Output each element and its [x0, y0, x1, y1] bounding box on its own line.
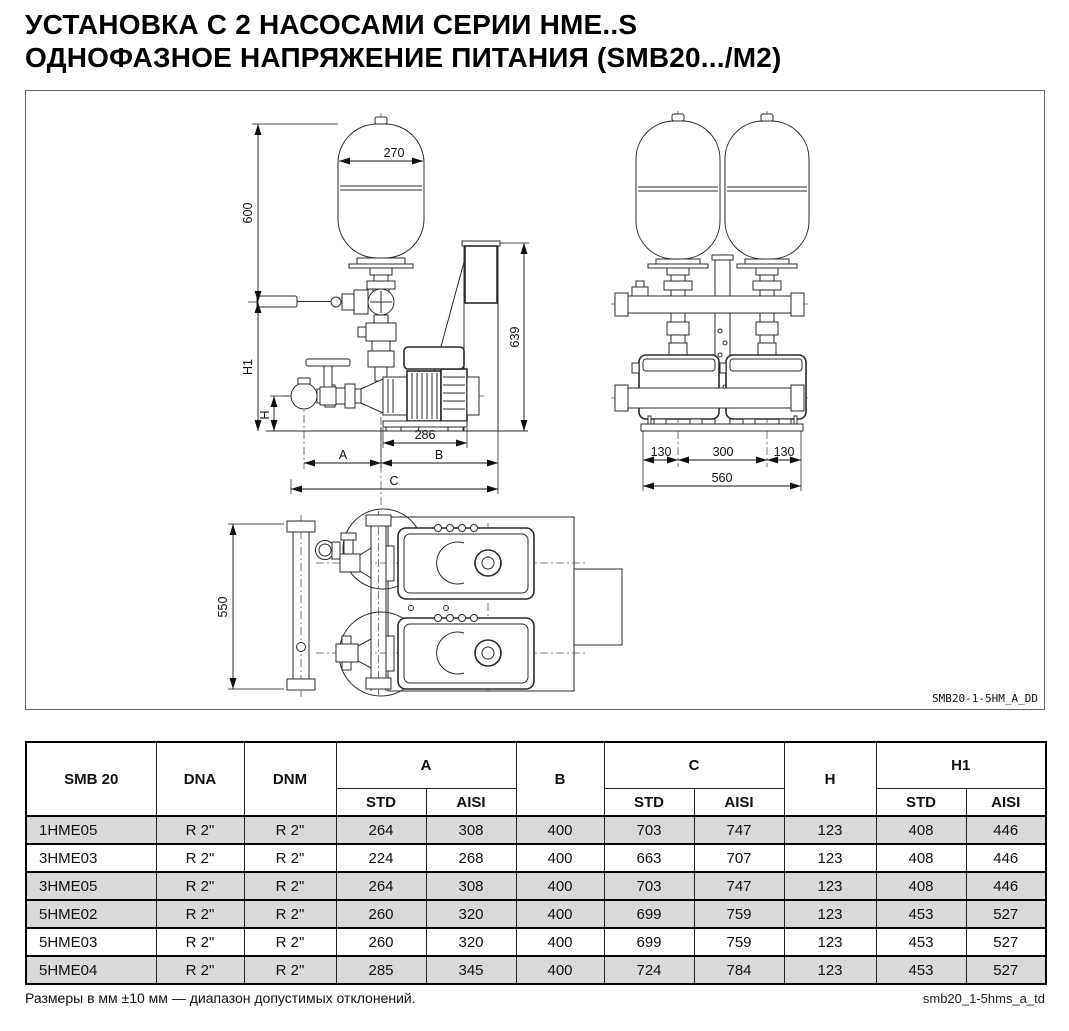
cell-c-aisi: 784 [694, 956, 784, 984]
cell-dna: R 2" [156, 900, 244, 928]
cell-dna: R 2" [156, 816, 244, 844]
table-row [26, 956, 1046, 984]
dim-label-639: 639 [508, 326, 522, 348]
cell-dnm: R 2" [244, 928, 336, 956]
cell-b: 400 [516, 956, 604, 984]
cell-dnm: R 2" [244, 872, 336, 900]
col-header-h: H [784, 742, 876, 816]
cell-h: 123 [784, 844, 876, 872]
subcol-a-std: STD [336, 789, 426, 817]
valve-lever [257, 296, 297, 307]
cell-h1-std: 408 [876, 816, 966, 844]
cell-a-std: 264 [336, 816, 426, 844]
cell-h1-aisi: 446 [966, 872, 1046, 900]
cell-model: 5HME02 [26, 900, 156, 928]
cell-h1-std: 408 [876, 844, 966, 872]
cell-dna: R 2" [156, 844, 244, 872]
cell-a-std: 224 [336, 844, 426, 872]
cell-a-aisi: 320 [426, 928, 516, 956]
dim-label-560: 560 [711, 471, 733, 485]
page-title [25, 8, 782, 74]
cell-h: 123 [784, 900, 876, 928]
pump-set-drawing [26, 91, 1044, 709]
cell-h: 123 [784, 816, 876, 844]
subcol-c-std: STD [604, 789, 694, 817]
cell-c-std: 699 [604, 900, 694, 928]
col-header-dnm: DNM [244, 742, 336, 816]
cell-c-aisi: 747 [694, 816, 784, 844]
col-header-dna: DNA [156, 742, 244, 816]
pump-top-1 [398, 525, 534, 600]
dim-label-h1: H1 [241, 359, 255, 375]
dim-label-130-right: 130 [773, 445, 795, 459]
cell-a-std: 260 [336, 928, 426, 956]
cell-h1-aisi: 527 [966, 900, 1046, 928]
table-row [26, 928, 1046, 956]
control-panel [465, 246, 497, 303]
cell-model: 3HME05 [26, 872, 156, 900]
tank-left [636, 121, 720, 259]
table-row [26, 844, 1046, 872]
table-row [26, 872, 1046, 900]
cell-h1-aisi: 446 [966, 816, 1046, 844]
cell-model: 1HME05 [26, 816, 156, 844]
side-view [241, 113, 529, 506]
cell-a-aisi: 308 [426, 816, 516, 844]
col-header-c: C [604, 742, 784, 789]
col-header-h1: H1 [876, 742, 1046, 789]
cell-h1-aisi: 446 [966, 844, 1046, 872]
cell-c-std: 703 [604, 816, 694, 844]
cell-c-std: 699 [604, 928, 694, 956]
dim-label-300: 300 [712, 445, 734, 459]
front-view [611, 111, 809, 491]
cell-h1-std: 453 [876, 928, 966, 956]
cell-h: 123 [784, 872, 876, 900]
cell-c-aisi: 759 [694, 900, 784, 928]
cell-h1-aisi: 527 [966, 956, 1046, 984]
cell-c-std: 724 [604, 956, 694, 984]
cell-b: 400 [516, 844, 604, 872]
pump-left-front [639, 355, 719, 419]
technical-drawing [25, 90, 1045, 710]
subcol-a-aisi: AISI [426, 789, 516, 817]
panel-top [574, 569, 622, 645]
cell-h1-std: 453 [876, 900, 966, 928]
col-header-b: B [516, 742, 604, 816]
subcol-h1-aisi: AISI [966, 789, 1046, 817]
suction-port [291, 383, 317, 409]
table-row [26, 816, 1046, 844]
cell-h: 123 [784, 956, 876, 984]
drawing-code: SMB20-1-5HM_A_DD [932, 692, 1038, 705]
upper-manifold [628, 296, 791, 313]
cell-h1-aisi: 527 [966, 928, 1046, 956]
subcol-h1-std: STD [876, 789, 966, 817]
dim-label-b: B [434, 448, 444, 462]
cell-c-std: 663 [604, 844, 694, 872]
cell-b: 400 [516, 900, 604, 928]
dim-label-h: H [258, 410, 272, 420]
cell-dnm: R 2" [244, 816, 336, 844]
cell-b: 400 [516, 872, 604, 900]
subcol-c-aisi: AISI [694, 789, 784, 817]
col-header-a: A [336, 742, 516, 789]
base-plate [641, 424, 803, 431]
cell-a-aisi: 268 [426, 844, 516, 872]
cell-a-std: 260 [336, 900, 426, 928]
cell-dnm: R 2" [244, 900, 336, 928]
top-view [216, 509, 622, 697]
cell-h1-std: 453 [876, 956, 966, 984]
cell-a-aisi: 320 [426, 900, 516, 928]
document-code: smb20_1-5hms_a_td [922, 991, 1045, 1006]
cell-dna: R 2" [156, 872, 244, 900]
cell-b: 400 [516, 928, 604, 956]
dimensions-table [25, 741, 1047, 985]
dim-label-130-left: 130 [650, 445, 672, 459]
dim-label-270: 270 [383, 146, 405, 160]
cell-a-aisi: 345 [426, 956, 516, 984]
cell-h1-std: 408 [876, 872, 966, 900]
cell-h: 123 [784, 928, 876, 956]
cell-c-aisi: 707 [694, 844, 784, 872]
page-title-line2: ОДНОФАЗНОЕ НАПРЯЖЕНИЕ ПИТАНИЯ (SMB20.../M2) [25, 42, 782, 73]
cell-dnm: R 2" [244, 844, 336, 872]
tolerance-note: Размеры в мм ±10 мм — диапазон допустимых отклонений. [25, 990, 416, 1006]
dim-label-a: A [338, 448, 348, 462]
dim-label-c: C [389, 474, 399, 488]
table-row [26, 900, 1046, 928]
cell-dnm: R 2" [244, 956, 336, 984]
cell-model: 5HME04 [26, 956, 156, 984]
cell-model: 3HME03 [26, 844, 156, 872]
motor-cover [404, 347, 464, 369]
cell-dna: R 2" [156, 928, 244, 956]
cell-c-std: 703 [604, 872, 694, 900]
cell-a-aisi: 308 [426, 872, 516, 900]
page-title-line1: УСТАНОВКА С 2 НАСОСАМИ СЕРИИ HME..S [25, 9, 638, 40]
lower-manifold [628, 388, 791, 408]
cell-c-aisi: 759 [694, 928, 784, 956]
cell-model: 5HME03 [26, 928, 156, 956]
pressure-tank [338, 124, 424, 258]
cell-b: 400 [516, 816, 604, 844]
tank-right [725, 121, 809, 259]
col-header-model: SMB 20 [26, 742, 156, 816]
cell-dna: R 2" [156, 956, 244, 984]
dim-label-286: 286 [414, 428, 436, 442]
cell-a-std: 264 [336, 872, 426, 900]
dim-label-550: 550 [216, 596, 230, 618]
pump-top-2 [398, 615, 534, 690]
cell-c-aisi: 747 [694, 872, 784, 900]
cell-a-std: 285 [336, 956, 426, 984]
dim-label-600: 600 [241, 202, 255, 224]
